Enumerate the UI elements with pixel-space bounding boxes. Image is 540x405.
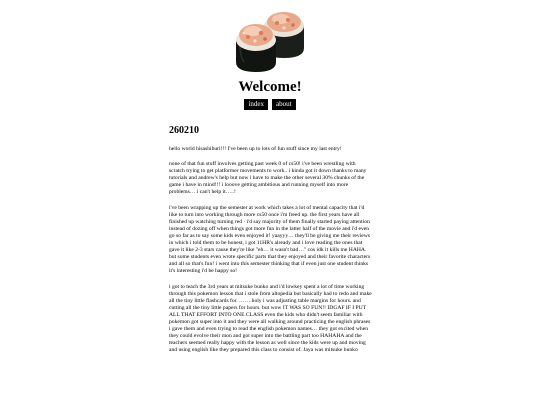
page-title: Welcome! <box>238 79 302 95</box>
nav-about-button[interactable]: about <box>272 99 296 110</box>
nav-bar <box>0 99 540 110</box>
sushi-logo-icon <box>232 6 308 74</box>
post-paragraph: i got to teach the 3rd years at mitsuke bunko and i'd lowkey spent a lot of time working through this pokemon lesson that i stole from altopedia but basically had to redo and make all the tiny little flashcards for. …….holy i was adjusting table margins for hours. and cutting all the tiny little papers for hours. but wow IT WAS SO FUN!! IDGAF IF I PUT ALL THAT EFFORT INTO ONE CLASS even the kids who didn't seem familiar with pokemon got super into it and they were all walking around practicing the english phrases i gave them and even trying to read the english pokemon names… they got excited when they could evolve their mon and got super into the battling part too HAHAHA and the teachers seemed really happy with the lesson as well since the kids were up and moving and using english like they prepared this class to consist of. Jaya was mitsuke bunko <box>169 283 372 354</box>
post-paragraph: hello world hisashiburi!!! I've been up to lots of fun stuff since my last entry! <box>169 146 342 152</box>
sushi-front-icon <box>236 24 276 72</box>
post-paragraph: none of that fun stuff involves getting past week 0 of cs50! i've been wrestling with scratch trying to get platformer movements to work.. i kinda got it down thanks to many tutorials and andrew's help but now i have to make the other several 30% chunks of the game i have in mind!!! i looove getting ambitious and running myself into more problems… i can't help it…..! <box>169 161 367 196</box>
post-paragraph: i've been wrapping up the semester at work which takes a lot of mental capacity that i'd like to turn into working through more cs50 once i'm freed up. the first years have all finished up watching turning red · i'd say majority of them finally started paying attention instead of dozing off when things got more fun in the latter half of the movie and i'd even go so far as to say some kids even enjoyed it! yaayyy… they'll be giving me their reviews in which i told them to be honest, i got 11HR's already and i love reading the ones that gave it like 2-3 stars cause they're like "eh… it wasn't bad…" cos idk it kills me HAHA. but some students even wrote specific parts that they enjoyed and their favorite characters and all so that's fun! i went into this semester thinking that if even just one student thinks it's interesting i'd be happy so! <box>169 204 371 275</box>
nav-index-button[interactable]: index <box>244 99 268 110</box>
post-title: 260210 <box>169 125 199 136</box>
post-content <box>169 124 372 362</box>
